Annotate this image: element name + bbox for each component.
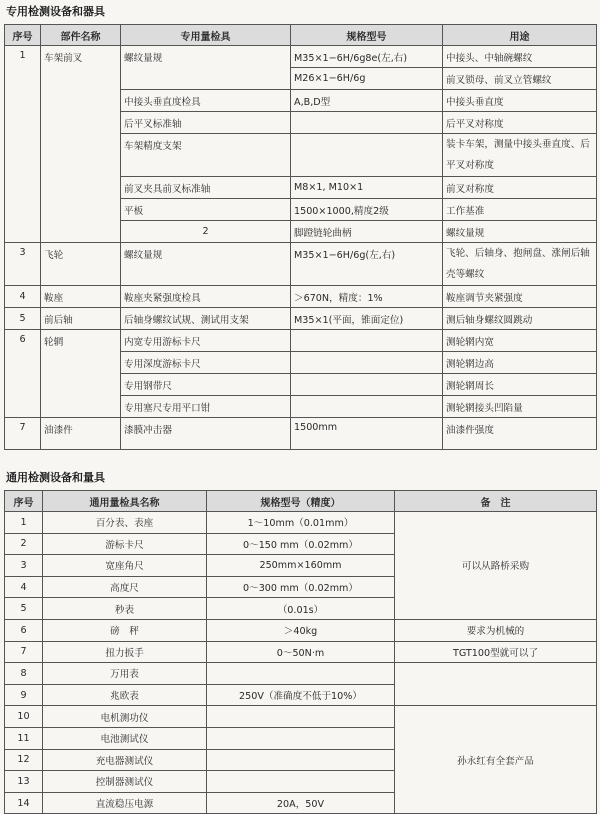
tool-name: 内宽专用游标卡尺 [121, 330, 291, 352]
note-value [395, 663, 597, 706]
spec-value: 250mm×160mm [207, 555, 395, 577]
use-value: 后平叉对称度 [443, 112, 597, 134]
tool-name: 专用塞尺专用平口钳 [121, 396, 291, 418]
row-no: 4 [5, 576, 43, 598]
use-value: 测后轴身螺纹圆跳动 [443, 308, 597, 330]
spec-value: 0～150 mm（0.02mm） [207, 533, 395, 555]
tool-name: 平板 [121, 199, 291, 221]
note-value: 可以从路桥采购 [395, 512, 597, 620]
row-no: 5 [5, 308, 41, 330]
spec-value [207, 663, 395, 685]
spec-value [291, 352, 443, 374]
row-no: 7 [5, 418, 41, 450]
row-no: 10 [5, 706, 43, 728]
row-no: 1 [5, 46, 41, 243]
use-value: 装卡车架，测量中接头垂直度、后平叉对称度 [443, 134, 597, 177]
section-title-special: 专用检测设备和器具 [6, 5, 105, 18]
table-row [5, 46, 597, 68]
part-name: 轮辋 [41, 330, 121, 418]
spec-value [291, 396, 443, 418]
spec-value: 1～10mm（0.01mm） [207, 512, 395, 534]
header-no: 序号 [5, 491, 43, 512]
tool-name: 百分表、表座 [43, 512, 207, 534]
tool-name: 后平叉标准轴 [121, 112, 291, 134]
spec-value: 1500mm [291, 418, 443, 450]
tool-name: 专用深度游标卡尺 [121, 352, 291, 374]
general-table-body [5, 512, 597, 814]
use-value: 测轮辋周长 [443, 374, 597, 396]
header-spec: 规格型号（精度） [207, 491, 395, 512]
use-value: 测轮辋边高 [443, 352, 597, 374]
table-row [5, 418, 597, 450]
tool-name: 电池测试仪 [43, 727, 207, 749]
table-row [5, 641, 597, 663]
tool-name: 中接头垂直度检具 [121, 90, 291, 112]
spec-value: M35×1(平面，锥面定位) [291, 308, 443, 330]
spec-value: 0～50N·m [207, 641, 395, 663]
row-no: 3 [5, 243, 41, 286]
row-no: 7 [5, 641, 43, 663]
tool-name: 万用表 [43, 663, 207, 685]
spec-value [291, 112, 443, 134]
use-value: 测轮辋内宽 [443, 330, 597, 352]
spec-value: 20A，50V [207, 792, 395, 814]
use-value: 测轮辋接头凹陷量 [443, 396, 597, 418]
spec-value [207, 727, 395, 749]
row-no: 5 [5, 598, 43, 620]
table-row [5, 619, 597, 641]
tool-name: 扭力扳手 [43, 641, 207, 663]
tool-name: 高度尺 [43, 576, 207, 598]
row-no: 1 [5, 512, 43, 534]
part-name: 车架前叉 [41, 46, 121, 243]
use-value: 工作基准 [443, 199, 597, 221]
tool-name: 鞍座夹紧强度检具 [121, 286, 291, 308]
section-title-general: 通用检测设备和量具 [6, 471, 105, 484]
tool-name: 宽座角尺 [43, 555, 207, 577]
tool-name: 螺纹量规 [443, 221, 597, 243]
tool-name: 螺纹量规 [121, 46, 291, 90]
row-no: 6 [5, 330, 41, 418]
use-value: 前叉对称度 [443, 177, 597, 199]
spec-value: （0.01s） [207, 598, 395, 620]
spec-value: A,B,D型 [291, 90, 443, 112]
table-row [5, 663, 597, 685]
header-tool: 专用量检具 [121, 25, 291, 46]
row-no: 2 [121, 221, 291, 243]
special-equipment-table [4, 24, 597, 450]
spec-value [291, 330, 443, 352]
row-no: 14 [5, 792, 43, 814]
tool-name: 专用钢带尺 [121, 374, 291, 396]
spec-value: 0～300 mm（0.02mm） [207, 576, 395, 598]
tool-name: 秒表 [43, 598, 207, 620]
row-no: 6 [5, 619, 43, 641]
part-name: 油漆件 [41, 418, 121, 450]
table-row [5, 512, 597, 534]
spec-value: ＞670N，精度：1% [291, 286, 443, 308]
use-value: 飞轮、后轴身、抱闸盘、涨闸后轴壳等螺纹 [443, 243, 597, 286]
tool-name: 后轴身螺纹试规、测试用支架 [121, 308, 291, 330]
part-name: 飞轮 [41, 243, 121, 286]
tool-name: 控制器测试仪 [43, 771, 207, 793]
table-header-row [5, 491, 597, 512]
spec-value: M35×1−6H/6g8e(左,右) [291, 46, 443, 68]
spec-value [291, 134, 443, 177]
spec-value: M35×1−6H/6g(左,右) [291, 243, 443, 286]
spec-value [207, 706, 395, 728]
tool-name: 车架精度支架 [121, 134, 291, 177]
part-name: 脚蹬链轮曲柄 [291, 221, 443, 243]
row-no: 8 [5, 663, 43, 685]
part-name: 前后轴 [41, 308, 121, 330]
table-row [5, 330, 597, 352]
header-part: 部件名称 [41, 25, 121, 46]
tool-name: 螺纹量规 [121, 243, 291, 286]
row-no: 9 [5, 684, 43, 706]
note-value: TGT100型就可以了 [395, 641, 597, 663]
row-no: 13 [5, 771, 43, 793]
spec-value [207, 749, 395, 771]
spec-value [291, 374, 443, 396]
spec-value: 1500×1000,精度2级 [291, 199, 443, 221]
use-value: 中接头、中轴碗螺纹 [443, 46, 597, 68]
spec-value: M8×1, M10×1 [291, 177, 443, 199]
use-value: 前叉锁母、前叉立管螺纹 [443, 68, 597, 90]
row-no: 2 [5, 533, 43, 555]
tool-name: 游标卡尺 [43, 533, 207, 555]
use-value: 中接头垂直度 [443, 90, 597, 112]
row-no: 4 [5, 286, 41, 308]
header-use: 用途 [443, 25, 597, 46]
header-spec: 规格型号 [291, 25, 443, 46]
note-value: 孙永红有全套产品 [395, 706, 597, 814]
tool-name: 漆膜冲击器 [121, 418, 291, 450]
use-value: 鞍座调节夹紧强度 [443, 286, 597, 308]
spec-value: 250V（准确度不低于10%） [207, 684, 395, 706]
note-value: 要求为机械的 [395, 619, 597, 641]
tool-name: 兆欧表 [43, 684, 207, 706]
spec-value: M26×1−6H/6g [291, 68, 443, 90]
table-row [5, 706, 597, 728]
tool-name: 充电器测试仪 [43, 749, 207, 771]
tool-name: 磅 秤 [43, 619, 207, 641]
row-no: 11 [5, 727, 43, 749]
general-equipment-table [4, 490, 597, 814]
header-no: 序号 [5, 25, 41, 46]
table-row [5, 286, 597, 308]
use-value: 油漆件强度 [443, 418, 597, 450]
header-name: 通用量检具名称 [43, 491, 207, 512]
row-no: 12 [5, 749, 43, 771]
tool-name: 电机测功仪 [43, 706, 207, 728]
tool-name: 直流稳压电源 [43, 792, 207, 814]
tool-name: 前叉夹具前叉标准轴 [121, 177, 291, 199]
spec-value [207, 771, 395, 793]
table-row [5, 308, 597, 330]
part-name: 鞍座 [41, 286, 121, 308]
header-note: 备 注 [395, 491, 597, 512]
row-no: 3 [5, 555, 43, 577]
spec-value: ＞40kg [207, 619, 395, 641]
table-header-row [5, 25, 597, 46]
